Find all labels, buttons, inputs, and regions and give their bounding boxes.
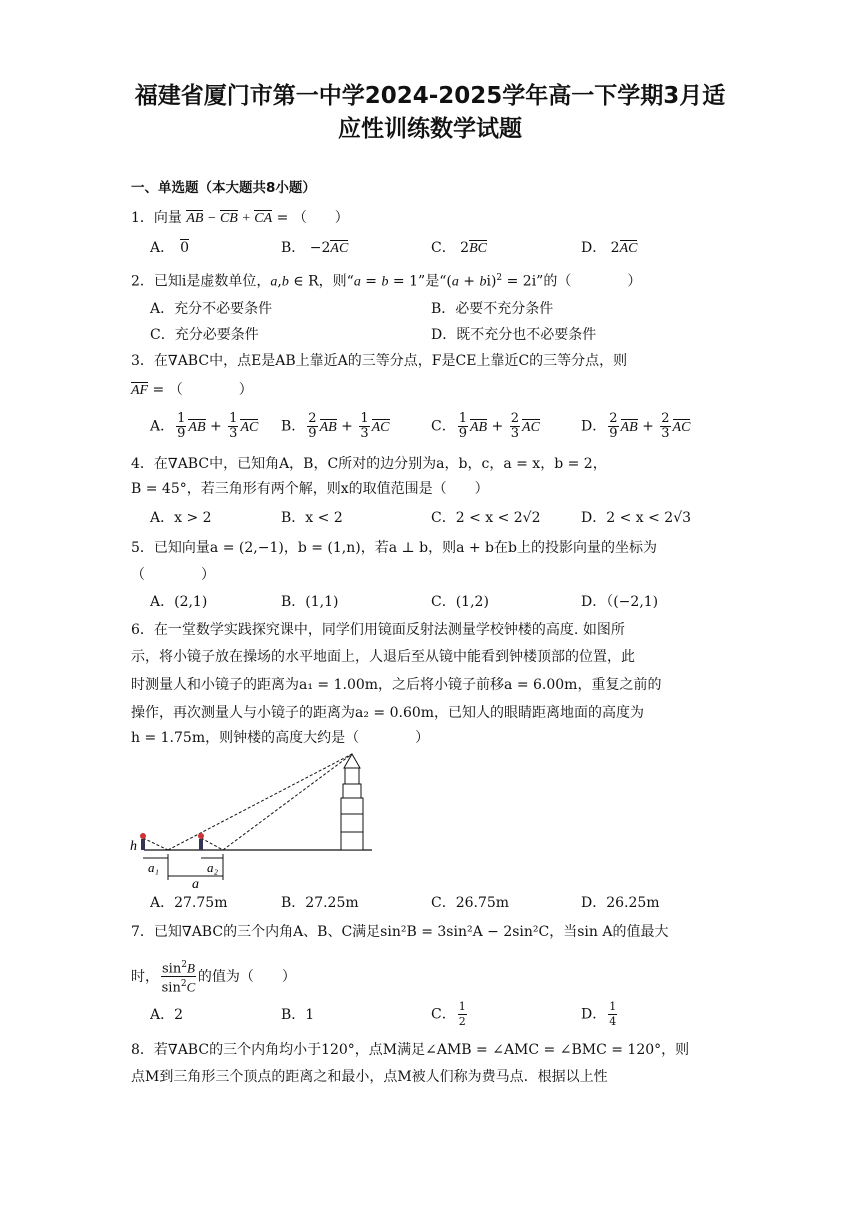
clock-tower-diagram: [126, 752, 386, 892]
q3-option-d[interactable]: D． $\frac{2}{9}$ AB + $\frac{2}{3}$ AC: [581, 411, 691, 441]
q1-option-b[interactable]: B． −2AC: [281, 238, 348, 259]
q5-blank: （ ）: [131, 567, 215, 583]
q5-option-a[interactable]: A．(2,1): [150, 594, 208, 610]
label-h: h: [130, 839, 137, 854]
q7-option-c[interactable]: C． $\frac{1}{2}$: [431, 1000, 466, 1028]
q3-option-a[interactable]: A． $\frac{1}{9}$ AB + $\frac{1}{3}$ AC: [150, 411, 259, 441]
q5-option-c[interactable]: C．(1,2): [431, 594, 489, 610]
q4-option-b[interactable]: B．x < 2: [281, 510, 343, 526]
question-5: 5．已知向量a = (2,−1)，b = (1,n)，若a ⊥ b，则a + b在b上的投影向量的坐标为: [131, 540, 657, 556]
q6-option-d[interactable]: D．26.25m: [581, 895, 660, 911]
q1-option-c[interactable]: C． 2BC: [431, 238, 487, 259]
q7-line2: 时， $\frac{\sin^2B}{\sin^2C}$ 的值为（ ）: [131, 960, 296, 996]
label-a1: a₁: [148, 860, 160, 875]
question-3: 3．在∇ABC中，点E是AB上靠近A的三等分点，F是CE上靠近C的三等分点，则: [131, 353, 628, 369]
q4-option-c[interactable]: C．2 < x < 2√2: [431, 510, 541, 526]
question-7: 7．已知∇ABC的三个内角A、B、C满足sin²B = 3sin²A − 2sin²C，当sin A的值最大: [131, 924, 669, 940]
label-a2: a₂: [207, 860, 219, 875]
question-6: 6．在一堂数学实践探究课中，同学们用镜面反射法测量学校钟楼的高度. 如图所: [131, 622, 625, 638]
q6-option-c[interactable]: C．26.75m: [431, 895, 510, 911]
q2-option-d[interactable]: D．既不充分也不必要条件: [431, 327, 597, 343]
q3-continuation: AF = （ ）: [131, 380, 253, 401]
q6-line5: h = 1.75m，则钟楼的高度大约是（ ）: [131, 730, 430, 746]
q2-option-b[interactable]: B．必要不充分条件: [431, 301, 554, 317]
question-8: 8．若∇ABC的三个内角均小于120°，点M满足∠AMB = ∠AMC = ∠BMC = 120°，则: [131, 1042, 690, 1058]
q4-continuation: B = 45°，若三角形有两个解，则x的取值范围是（ ）: [131, 481, 489, 497]
q1-option-d[interactable]: D． 2AC: [581, 238, 637, 259]
q7-option-a[interactable]: A．2: [150, 1007, 184, 1023]
question-4: 4．在∇ABC中，已知角A，B，C所对的边分别为a，b，c，a = x，b = 2，: [131, 456, 607, 472]
q8-line2: 点M到三角形三个顶点的距离之和最小，点M被人们称为费马点．根据以上性: [131, 1069, 608, 1085]
exam-title-line1: 福建省厦门市第一中学2024-2025学年高一下学期3月适: [134, 83, 726, 109]
section-heading: 一、单选题（本大题共8小题）: [131, 180, 316, 196]
q5-option-b[interactable]: B．(1,1): [281, 594, 339, 610]
label-a: a: [192, 877, 199, 892]
q5-option-d[interactable]: D．（(−2,1): [581, 594, 659, 610]
q6-option-a[interactable]: A．27.75m: [150, 895, 228, 911]
q6-line3: 时测量人和小镜子的距离为a₁ = 1.00m，之后将小镜子前移a = 6.00m，重复之前的: [131, 677, 662, 693]
question-1: 1．向量 AB − CB + CA = （ ）: [131, 208, 349, 229]
q7-option-d[interactable]: D． $\frac{1}{4}$: [581, 1000, 617, 1028]
q6-line2: 示，将小镜子放在操场的水平地面上，人退后至从镜中能看到钟楼顶部的位置，此: [131, 649, 635, 665]
q2-option-c[interactable]: C．充分必要条件: [150, 327, 259, 343]
q4-option-d[interactable]: D．2 < x < 2√3: [581, 510, 692, 526]
q3-option-c[interactable]: C． $\frac{1}{9}$ AB + $\frac{2}{3}$ AC: [431, 411, 540, 441]
q1-option-a[interactable]: A． 0: [150, 240, 190, 256]
q2-option-a[interactable]: A．充分不必要条件: [150, 301, 273, 317]
q7-option-b[interactable]: B．1: [281, 1007, 315, 1023]
q6-option-b[interactable]: B．27.25m: [281, 895, 359, 911]
question-2: 2．已知i是虚数单位，a,b ∈ R，则“a = b = 1”是“(a + bi)$^2$ = 2i”的（ ）: [131, 273, 642, 290]
q6-line4: 操作，再次测量人与小镜子的距离为a₂ = 0.60m，已知人的眼睛距离地面的高度为: [131, 705, 645, 721]
exam-title-line2: 应性训练数学试题: [338, 116, 522, 142]
q4-option-a[interactable]: A．x > 2: [150, 510, 212, 526]
q3-option-b[interactable]: B． $\frac{2}{9}$ AB + $\frac{1}{3}$ AC: [281, 411, 390, 441]
